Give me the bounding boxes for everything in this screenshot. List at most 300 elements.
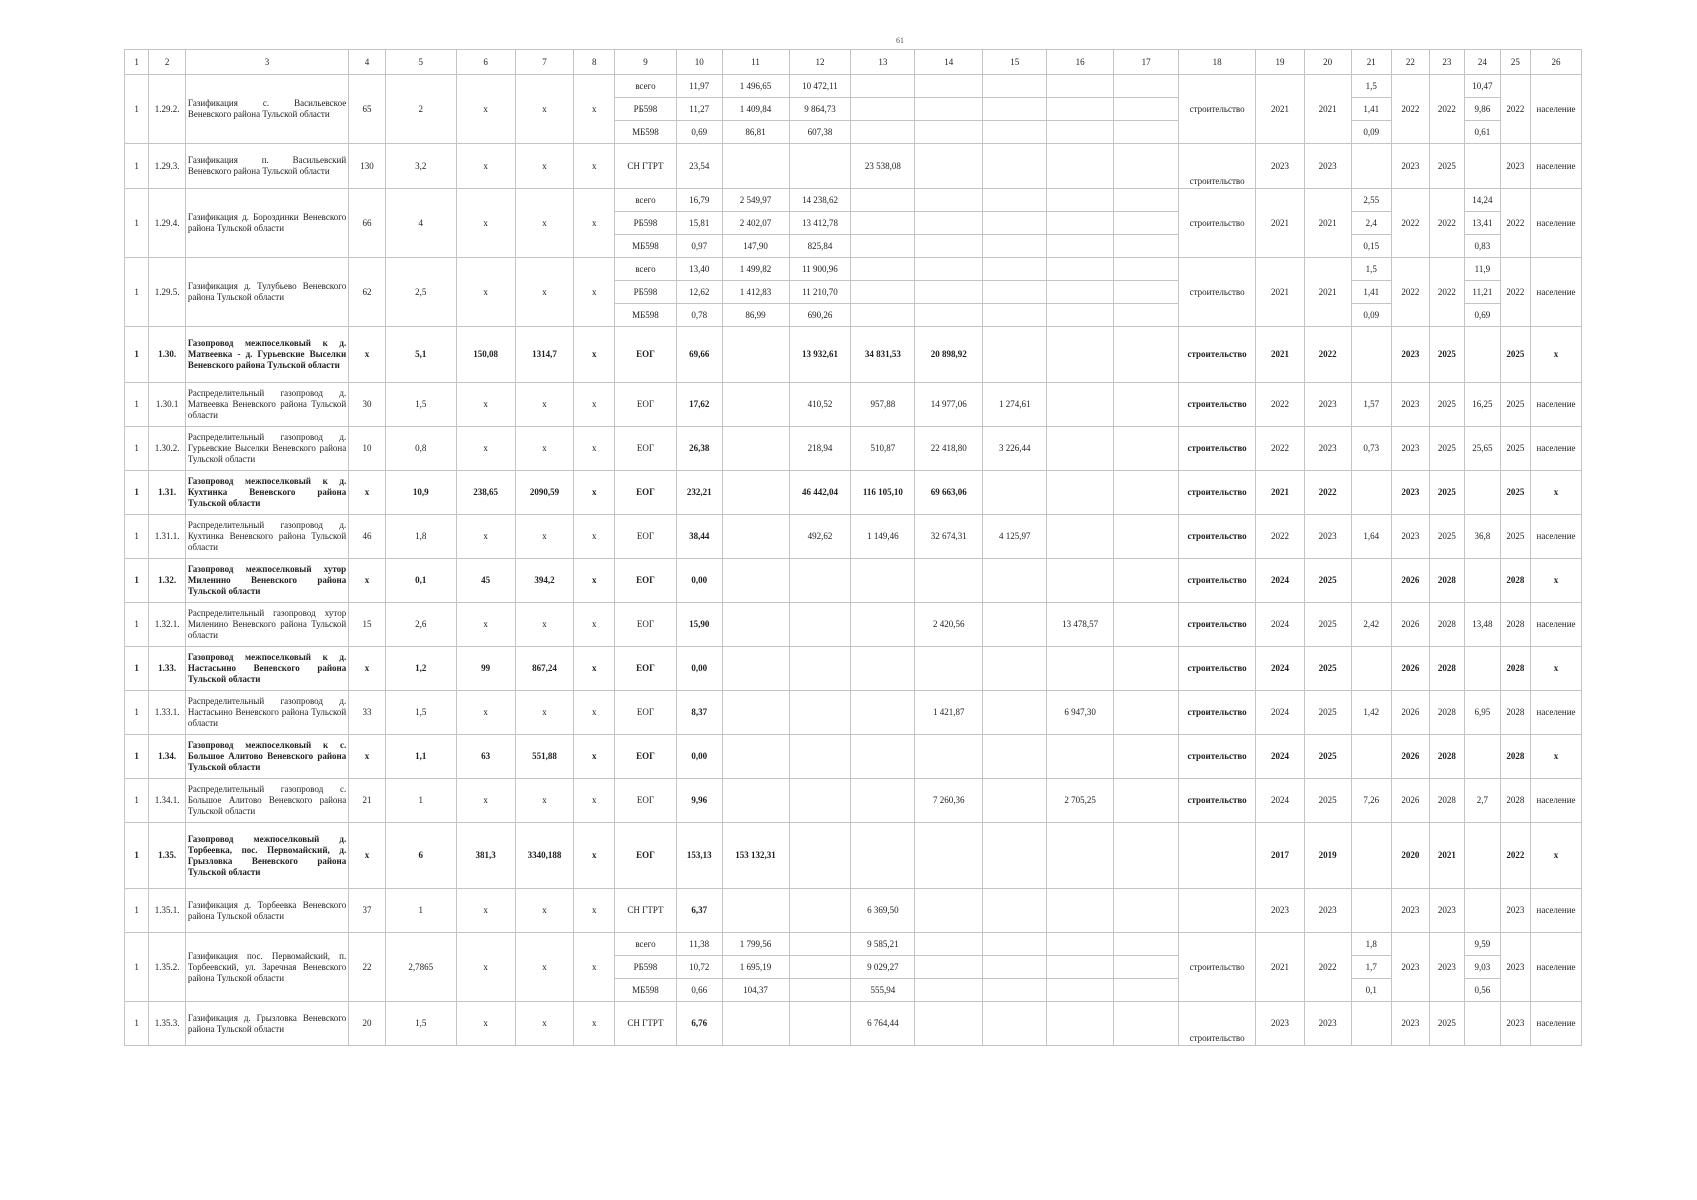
work-type-cell xyxy=(1179,889,1256,933)
table-cell: 2023 xyxy=(1429,933,1465,1002)
table-cell: 6 947,30 xyxy=(1047,691,1114,735)
table-cell: 153 132,31 xyxy=(722,823,789,889)
table-cell: 6 369,50 xyxy=(851,889,915,933)
table-cell: 1.35.2. xyxy=(149,933,186,1002)
table-cell: 0,00 xyxy=(676,647,722,691)
table-cell: население xyxy=(1531,144,1582,189)
table-cell: 46 xyxy=(349,515,386,559)
table-cell: 2023 xyxy=(1304,427,1351,471)
table-cell: 2022 xyxy=(1256,383,1305,427)
object-name-cell: Распределительный газопровод д. Настасьино Веневского района Тульской области xyxy=(185,691,348,735)
table-cell: х xyxy=(515,889,574,933)
table-cell: 10,47 xyxy=(1465,75,1501,98)
table-cell: 0,1 xyxy=(1351,979,1392,1002)
table-cell xyxy=(1047,956,1114,979)
work-type-cell: строительство xyxy=(1179,779,1256,823)
table-cell: х xyxy=(515,933,574,1002)
table-cell: 2021 xyxy=(1304,75,1351,144)
table-cell: 555,94 xyxy=(851,979,915,1002)
table-cell xyxy=(983,933,1047,956)
table-cell: население xyxy=(1531,75,1582,144)
table-cell: х xyxy=(456,258,515,327)
table-cell: 2025 xyxy=(1500,383,1530,427)
table-cell: х xyxy=(574,823,615,889)
table-cell: 1 149,46 xyxy=(851,515,915,559)
table-cell xyxy=(983,979,1047,1002)
table-cell: население xyxy=(1531,603,1582,647)
table-cell: 2028 xyxy=(1429,735,1465,779)
table-cell xyxy=(1465,559,1501,603)
table-cell: 65 xyxy=(349,75,386,144)
table-cell xyxy=(851,735,915,779)
table-cell: 2019 xyxy=(1304,823,1351,889)
gasification-program-table xyxy=(124,49,1582,1046)
table-cell: 2025 xyxy=(1304,735,1351,779)
table-cell xyxy=(1114,121,1179,144)
table-cell: 1 xyxy=(125,75,149,144)
table-cell xyxy=(1047,735,1114,779)
table-cell xyxy=(722,1002,789,1046)
table-cell: 2026 xyxy=(1392,735,1430,779)
table-cell: х xyxy=(456,427,515,471)
object-name-cell: Распределительный газопровод с. Большое Алитово Веневского района Тульской области xyxy=(185,779,348,823)
table-cell xyxy=(1465,889,1501,933)
table-cell xyxy=(851,559,915,603)
table-cell: 1.34.1. xyxy=(149,779,186,823)
table-cell xyxy=(915,559,983,603)
table-cell xyxy=(1465,735,1501,779)
object-name-cell: Распределительный газопровод д. Кухтинка Веневского района Тульской области xyxy=(185,515,348,559)
table-cell: 2025 xyxy=(1429,471,1465,515)
table-cell: 1,5 xyxy=(385,1002,456,1046)
table-cell: 1314,7 xyxy=(515,327,574,383)
table-cell xyxy=(915,121,983,144)
table-cell: 2025 xyxy=(1304,691,1351,735)
table-cell: 7,26 xyxy=(1351,779,1392,823)
table-cell: 11,21 xyxy=(1465,281,1501,304)
table-cell xyxy=(1351,471,1392,515)
table-row-main-pipeline xyxy=(125,559,1582,603)
table-cell: 1,7 xyxy=(1351,956,1392,979)
table-cell: х xyxy=(456,889,515,933)
table-cell xyxy=(851,258,915,281)
table-cell: 2 xyxy=(385,75,456,144)
table-cell: 1 xyxy=(125,1002,149,1046)
table-cell: 381,3 xyxy=(456,823,515,889)
table-cell: 1 xyxy=(125,515,149,559)
table-cell: 1 421,87 xyxy=(915,691,983,735)
table-cell xyxy=(983,647,1047,691)
column-header-cell: 13 xyxy=(851,50,915,75)
table-cell: 2022 xyxy=(1429,189,1465,258)
table-cell xyxy=(1047,98,1114,121)
table-cell: СН ГТРТ xyxy=(615,1002,677,1046)
table-cell xyxy=(851,691,915,735)
table-cell: 1,5 xyxy=(1351,258,1392,281)
table-cell: 1.33.1. xyxy=(149,691,186,735)
table-cell: х xyxy=(456,515,515,559)
table-cell: 10 472,11 xyxy=(789,75,851,98)
table-cell: 2,6 xyxy=(385,603,456,647)
table-cell: 867,24 xyxy=(515,647,574,691)
table-cell xyxy=(1114,471,1179,515)
table-cell: 1 xyxy=(125,779,149,823)
table-cell: 2024 xyxy=(1256,647,1305,691)
table-cell xyxy=(722,889,789,933)
table-cell: 1.35.3. xyxy=(149,1002,186,1046)
table-cell xyxy=(1114,933,1179,956)
table-cell: 1.32.1. xyxy=(149,603,186,647)
object-name-cell: Газификация д. Грызловка Веневского района Тульской области xyxy=(185,1002,348,1046)
table-cell: 34 831,53 xyxy=(851,327,915,383)
table-cell: 2025 xyxy=(1304,603,1351,647)
column-header-cell: 11 xyxy=(722,50,789,75)
table-cell: 2 705,25 xyxy=(1047,779,1114,823)
table-cell: всего xyxy=(615,75,677,98)
column-header-cell: 9 xyxy=(615,50,677,75)
table-cell: всего xyxy=(615,258,677,281)
table-cell: 5,1 xyxy=(385,327,456,383)
table-cell: х xyxy=(574,383,615,427)
column-header-cell: 6 xyxy=(456,50,515,75)
table-cell xyxy=(789,603,851,647)
table-cell: 62 xyxy=(349,258,386,327)
table-cell xyxy=(851,189,915,212)
table-cell: ЕОГ xyxy=(615,327,677,383)
object-name-cell: Газификация д. Тулубьево Веневского района Тульской области xyxy=(185,258,348,327)
table-cell: 1,41 xyxy=(1351,98,1392,121)
table-cell: 510,87 xyxy=(851,427,915,471)
table-cell: 1 xyxy=(385,889,456,933)
object-name-cell: Газопровод межпоселковый хутор Миленино Веневского района Тульской области xyxy=(185,559,348,603)
table-cell xyxy=(722,471,789,515)
table-cell: 1,2 xyxy=(385,647,456,691)
table-cell: 32 674,31 xyxy=(915,515,983,559)
table-cell: 86,81 xyxy=(722,121,789,144)
table-row xyxy=(125,603,1582,647)
table-cell: 16,79 xyxy=(676,189,722,212)
table-cell: 9,03 xyxy=(1465,956,1501,979)
table-cell: х xyxy=(515,691,574,735)
table-cell: 2023 xyxy=(1304,515,1351,559)
table-cell xyxy=(722,427,789,471)
column-header-cell: 15 xyxy=(983,50,1047,75)
table-cell: 2021 xyxy=(1256,327,1305,383)
table-cell: х xyxy=(515,383,574,427)
table-cell xyxy=(983,327,1047,383)
table-cell: 30 xyxy=(349,383,386,427)
table-cell xyxy=(1047,383,1114,427)
table-cell: 1,5 xyxy=(385,383,456,427)
table-cell xyxy=(1114,515,1179,559)
column-header-cell: 10 xyxy=(676,50,722,75)
table-cell: 1 xyxy=(125,735,149,779)
table-cell: 1 499,82 xyxy=(722,258,789,281)
table-cell xyxy=(789,823,851,889)
table-cell: население xyxy=(1531,1002,1582,1046)
table-cell xyxy=(851,823,915,889)
table-cell: 2025 xyxy=(1429,515,1465,559)
table-cell: х xyxy=(574,471,615,515)
table-cell: х xyxy=(456,603,515,647)
table-cell: 2022 xyxy=(1429,258,1465,327)
table-cell: 1 799,56 xyxy=(722,933,789,956)
table-cell xyxy=(1114,979,1179,1002)
column-header-cell: 21 xyxy=(1351,50,1392,75)
table-cell: 6 764,44 xyxy=(851,1002,915,1046)
table-cell xyxy=(983,144,1047,189)
table-row xyxy=(125,383,1582,427)
table-cell: МБ598 xyxy=(615,979,677,1002)
table-cell: х xyxy=(574,1002,615,1046)
table-cell: 22 xyxy=(349,933,386,1002)
column-header-cell: 7 xyxy=(515,50,574,75)
object-name-cell: Газификация пос. Первомайский, п. Торбеевский, ул. Заречная Веневского района Тульской области xyxy=(185,933,348,1002)
table-cell: МБ598 xyxy=(615,304,677,327)
table-cell: х xyxy=(574,779,615,823)
table-cell: 15,90 xyxy=(676,603,722,647)
table-cell: население xyxy=(1531,889,1582,933)
table-cell xyxy=(722,515,789,559)
table-cell: 2025 xyxy=(1304,779,1351,823)
table-cell xyxy=(983,956,1047,979)
table-cell: 2,5 xyxy=(385,258,456,327)
table-cell: 2023 xyxy=(1392,889,1430,933)
table-cell: 2022 xyxy=(1304,471,1351,515)
table-cell: 2023 xyxy=(1256,144,1305,189)
table-cell: 66 xyxy=(349,189,386,258)
table-cell xyxy=(915,933,983,956)
table-cell: 150,08 xyxy=(456,327,515,383)
table-cell: 2021 xyxy=(1304,258,1351,327)
table-cell: х xyxy=(456,189,515,258)
table-cell: 22 418,80 xyxy=(915,427,983,471)
table-cell: 21 xyxy=(349,779,386,823)
table-cell: 2022 xyxy=(1256,515,1305,559)
table-cell: 1 xyxy=(125,144,149,189)
table-cell: х xyxy=(574,889,615,933)
table-cell: 1.30. xyxy=(149,327,186,383)
table-cell xyxy=(789,735,851,779)
table-cell: ЕОГ xyxy=(615,779,677,823)
table-cell: 0,83 xyxy=(1465,235,1501,258)
table-cell: 86,99 xyxy=(722,304,789,327)
table-body xyxy=(125,50,1582,1046)
table-cell: х xyxy=(515,189,574,258)
table-cell: население xyxy=(1531,779,1582,823)
table-cell: 825,84 xyxy=(789,235,851,258)
table-cell: 2023 xyxy=(1392,144,1430,189)
table-cell: всего xyxy=(615,933,677,956)
table-cell: х xyxy=(349,823,386,889)
table-cell: ЕОГ xyxy=(615,427,677,471)
table-cell xyxy=(983,559,1047,603)
table-cell xyxy=(1114,603,1179,647)
table-cell xyxy=(1351,823,1392,889)
table-cell: СН ГТРТ xyxy=(615,144,677,189)
table-cell: ЕОГ xyxy=(615,515,677,559)
table-cell xyxy=(915,889,983,933)
table-row xyxy=(125,1002,1582,1046)
table-cell: 2022 xyxy=(1500,189,1530,258)
table-cell xyxy=(1047,1002,1114,1046)
table-cell: население xyxy=(1531,933,1582,1002)
table-cell: 1 xyxy=(125,189,149,258)
table-cell: 1,5 xyxy=(385,691,456,735)
table-cell: х xyxy=(574,327,615,383)
table-cell: 2023 xyxy=(1429,889,1465,933)
table-cell: 25,65 xyxy=(1465,427,1501,471)
table-cell: 2023 xyxy=(1392,471,1430,515)
table-cell: ЕОГ xyxy=(615,559,677,603)
table-cell xyxy=(983,1002,1047,1046)
table-cell xyxy=(1465,647,1501,691)
table-cell: 2023 xyxy=(1500,1002,1530,1046)
table-cell: 2025 xyxy=(1304,647,1351,691)
table-cell: 2017 xyxy=(1256,823,1305,889)
table-cell: 2022 xyxy=(1500,75,1530,144)
column-header-cell: 16 xyxy=(1047,50,1114,75)
table-cell xyxy=(1114,144,1179,189)
table-cell xyxy=(1047,979,1114,1002)
table-cell xyxy=(983,121,1047,144)
table-cell xyxy=(915,281,983,304)
table-cell xyxy=(915,75,983,98)
table-cell: строительство xyxy=(1179,189,1256,258)
table-row xyxy=(125,933,1582,956)
table-cell: 2021 xyxy=(1429,823,1465,889)
table-cell: 2023 xyxy=(1392,515,1430,559)
table-cell xyxy=(1114,427,1179,471)
table-cell xyxy=(983,691,1047,735)
work-type-cell: строительство xyxy=(1179,383,1256,427)
table-cell: 2021 xyxy=(1256,471,1305,515)
table-cell: 0,69 xyxy=(1465,304,1501,327)
table-cell: 13 412,78 xyxy=(789,212,851,235)
table-cell: 2028 xyxy=(1429,779,1465,823)
table-cell xyxy=(789,1002,851,1046)
table-cell: х xyxy=(456,144,515,189)
table-cell: 1,1 xyxy=(385,735,456,779)
table-cell: ЕОГ xyxy=(615,691,677,735)
table-cell: 9,96 xyxy=(676,779,722,823)
table-cell xyxy=(915,189,983,212)
table-cell: 1 xyxy=(125,889,149,933)
table-row xyxy=(125,258,1582,281)
table-cell: 2024 xyxy=(1256,559,1305,603)
table-cell xyxy=(722,603,789,647)
table-cell xyxy=(1114,75,1179,98)
table-cell: 130 xyxy=(349,144,386,189)
table-cell: 69 663,06 xyxy=(915,471,983,515)
table-cell: 0,78 xyxy=(676,304,722,327)
table-cell: население xyxy=(1531,189,1582,258)
table-cell: 1,41 xyxy=(1351,281,1392,304)
table-cell: 2023 xyxy=(1500,933,1530,1002)
table-cell: 2,55 xyxy=(1351,189,1392,212)
table-cell xyxy=(1047,304,1114,327)
table-cell: 69,66 xyxy=(676,327,722,383)
table-cell: 1 xyxy=(125,383,149,427)
table-cell: 11 210,70 xyxy=(789,281,851,304)
work-type-cell: строительство xyxy=(1179,471,1256,515)
table-cell: 15 xyxy=(349,603,386,647)
table-cell: 1.29.2. xyxy=(149,75,186,144)
table-cell: 1.35.1. xyxy=(149,889,186,933)
table-cell: 1.35. xyxy=(149,823,186,889)
table-row-main-pipeline xyxy=(125,735,1582,779)
work-type-cell: строительство xyxy=(1179,427,1256,471)
table-cell: х xyxy=(1531,735,1582,779)
table-cell: 2,42 xyxy=(1351,603,1392,647)
table-cell: 1.33. xyxy=(149,647,186,691)
object-name-cell: Газопровод межпоселковый д. Торбеевка, пос. Первомайский, д. Грызловка Веневского района Тульской области xyxy=(185,823,348,889)
table-cell xyxy=(1351,889,1392,933)
table-cell: население xyxy=(1531,383,1582,427)
table-cell: 2025 xyxy=(1500,427,1530,471)
table-cell: 12,62 xyxy=(676,281,722,304)
table-cell xyxy=(1114,98,1179,121)
table-cell: 2023 xyxy=(1304,889,1351,933)
table-cell: 2024 xyxy=(1256,691,1305,735)
table-cell xyxy=(851,779,915,823)
table-cell: х xyxy=(574,144,615,189)
table-row xyxy=(125,889,1582,933)
work-type-cell: строительство xyxy=(1179,1002,1256,1046)
table-cell: 1 xyxy=(125,603,149,647)
table-cell xyxy=(789,144,851,189)
table-cell: 2022 xyxy=(1429,75,1465,144)
table-cell: РБ598 xyxy=(615,956,677,979)
table-row xyxy=(125,144,1582,189)
table-cell xyxy=(789,889,851,933)
table-cell xyxy=(983,304,1047,327)
table-cell: ЕОГ xyxy=(615,603,677,647)
table-cell: население xyxy=(1531,515,1582,559)
column-header-cell: 19 xyxy=(1256,50,1305,75)
table-cell: 153,13 xyxy=(676,823,722,889)
table-cell: 38,44 xyxy=(676,515,722,559)
work-type-cell: строительство xyxy=(1179,735,1256,779)
table-cell xyxy=(915,144,983,189)
table-cell: 1 xyxy=(125,327,149,383)
table-cell: 2 549,97 xyxy=(722,189,789,212)
work-type-cell: строительство xyxy=(1179,144,1256,189)
table-cell: РБ598 xyxy=(615,281,677,304)
table-cell: 13 932,61 xyxy=(789,327,851,383)
table-row xyxy=(125,75,1582,98)
table-cell: 2028 xyxy=(1500,735,1530,779)
table-cell: 63 xyxy=(456,735,515,779)
table-cell: х xyxy=(574,735,615,779)
table-cell: 0,73 xyxy=(1351,427,1392,471)
table-cell xyxy=(1114,889,1179,933)
table-cell xyxy=(1351,1002,1392,1046)
table-cell xyxy=(983,98,1047,121)
table-cell: СН ГТРТ xyxy=(615,889,677,933)
work-type-cell: строительство xyxy=(1179,327,1256,383)
table-cell: 2023 xyxy=(1500,144,1530,189)
table-cell: 3,2 xyxy=(385,144,456,189)
work-type-cell: строительство xyxy=(1179,559,1256,603)
column-header-cell: 18 xyxy=(1179,50,1256,75)
table-cell: х xyxy=(574,603,615,647)
table-cell: 2028 xyxy=(1429,603,1465,647)
table-cell: 1.29.4. xyxy=(149,189,186,258)
table-cell xyxy=(789,779,851,823)
column-header-cell: 12 xyxy=(789,50,851,75)
table-cell xyxy=(789,691,851,735)
